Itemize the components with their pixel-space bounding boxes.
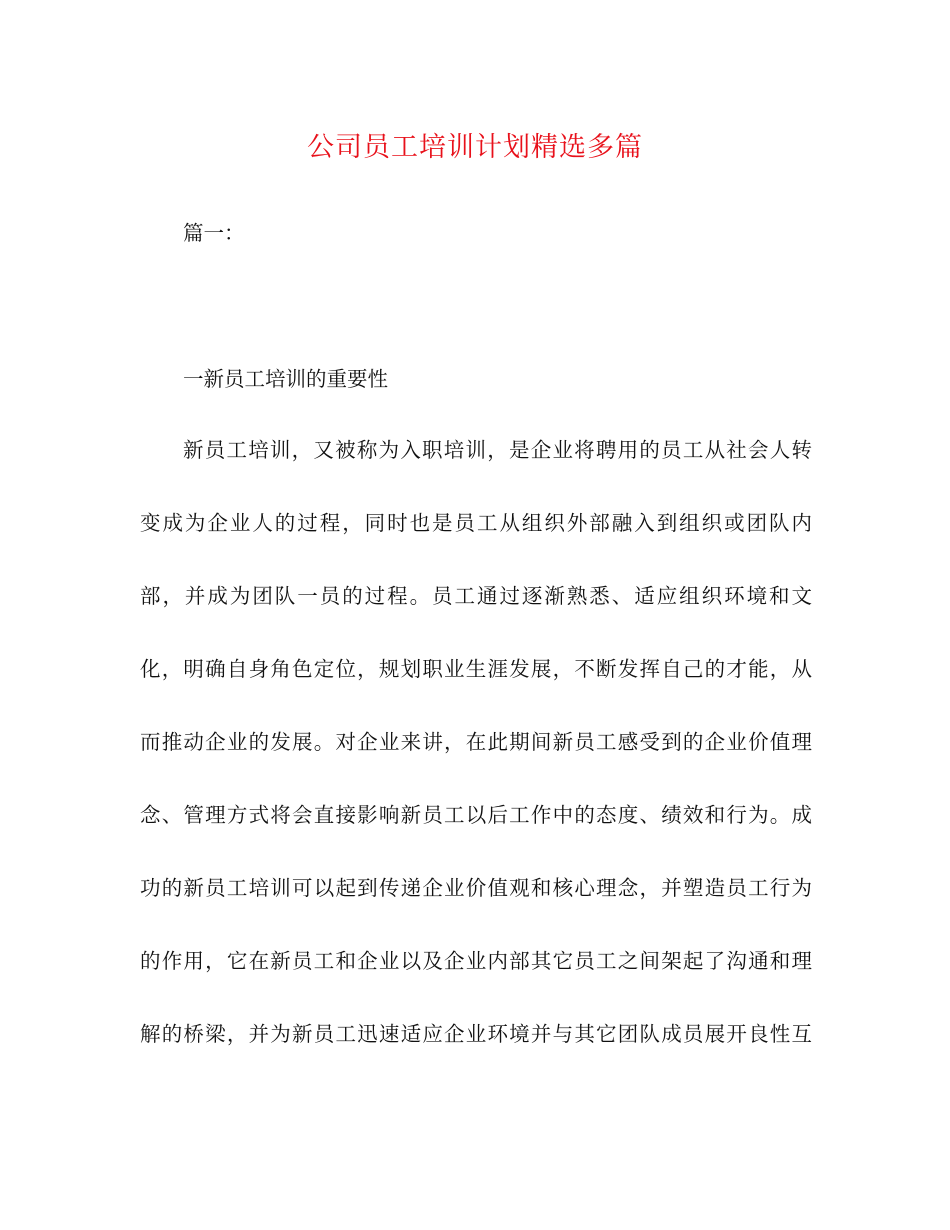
paragraph-line: 念、管理方式将会直接影响新员工以后工作中的态度、绩效和行为。成 bbox=[140, 803, 812, 827]
paragraph-line: 的作用，它在新员工和企业以及企业内部其它员工之间架起了沟通和理 bbox=[140, 949, 812, 973]
section-heading: 一新员工培训的重要性 bbox=[183, 367, 388, 391]
paragraph-line: 新员工培训，又被称为入职培训，是企业将聘用的员工从社会人转 bbox=[183, 438, 812, 462]
paragraph-line: 化，明确自身角色定位，规划职业生涯发展，不断发挥自己的才能，从 bbox=[140, 657, 812, 681]
part-label: 篇一： bbox=[183, 221, 245, 245]
document-title: 公司员工培训计划精选多篇 bbox=[307, 132, 643, 163]
paragraph-line: 功的新员工培训可以起到传递企业价值观和核心理念，并塑造员工行为 bbox=[140, 876, 812, 900]
paragraph-line: 变成为企业人的过程，同时也是员工从组织外部融入到组织或团队内 bbox=[140, 511, 812, 535]
paragraph-line: 解的桥梁，并为新员工迅速适应企业环境并与其它团队成员展开良性互 bbox=[140, 1022, 812, 1046]
paragraph-line: 部，并成为团队一员的过程。员工通过逐渐熟悉、适应组织环境和文 bbox=[140, 584, 812, 608]
paragraph-line: 而推动企业的发展。对企业来讲，在此期间新员工感受到的企业价值理 bbox=[140, 730, 812, 754]
